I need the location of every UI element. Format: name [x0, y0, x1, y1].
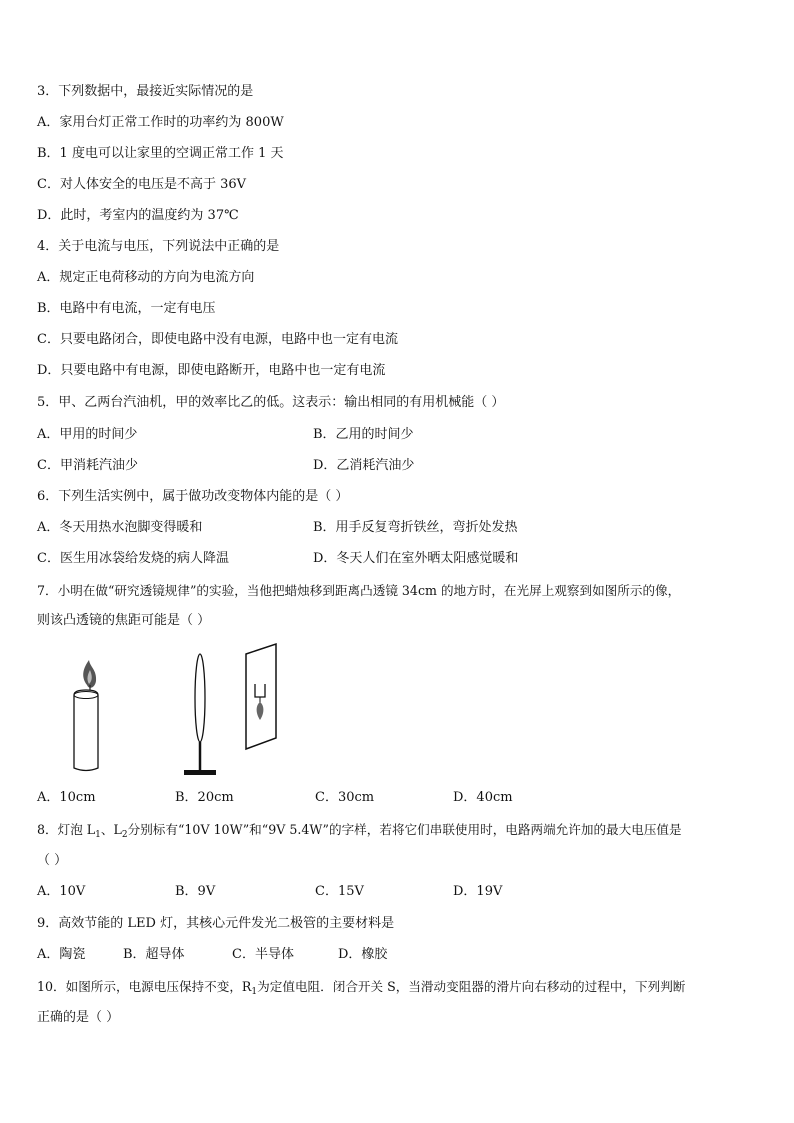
q6-option-a: A．冬天用热水泡脚变得暖和 — [37, 520, 203, 535]
q7-stem-line2: 则该凸透镜的焦距可能是（ ） — [37, 613, 211, 628]
q4-option-b: B．电路中有电流，一定有电压 — [37, 301, 216, 316]
q10-stem-post: 为定值电阻．闭合开关 S，当滑动变阻器的滑片向右移动的过程中，下列判断 — [257, 979, 686, 994]
q5-option-b: B．乙用的时间少 — [313, 427, 414, 442]
q8-option-d: D．19V — [453, 884, 503, 899]
candle-icon — [74, 660, 98, 771]
q8-sub-1: 1 — [95, 830, 101, 840]
q9-option-d: D．橡胶 — [338, 947, 388, 962]
q5-option-a: A．甲用的时间少 — [37, 427, 138, 442]
q8-option-a: A．10V — [37, 884, 86, 899]
q8-stem-line1 — [37, 821, 682, 839]
q5-option-c: C．甲消耗汽油少 — [37, 458, 138, 473]
q9-option-c: C．半导体 — [232, 947, 294, 962]
q7-figure — [60, 640, 300, 785]
light-screen-icon — [246, 644, 276, 749]
q10-stem-line2: 正确的是（ ） — [37, 1010, 120, 1025]
q7-option-a: A．10cm — [37, 790, 96, 805]
q9-option-b: B．超导体 — [123, 947, 185, 962]
convex-lens-icon — [184, 654, 216, 775]
q3-option-c: C．对人体安全的电压是不高于 36V — [37, 177, 247, 192]
q6-option-c: C．医生用冰袋给发烧的病人降温 — [37, 551, 229, 566]
q8-stem-post: 分别标有“10V 10W”和“9V 5.4W”的字样，若将它们串联使用时，电路两端允许加的最大电压值是 — [127, 822, 682, 837]
q8-option-b: B．9V — [175, 884, 216, 899]
q6-stem: 6．下列生活实例中，属于做功改变物体内能的是（ ） — [37, 489, 349, 504]
q5-option-d: D．乙消耗汽油少 — [313, 458, 415, 473]
q10-stem-line1 — [37, 978, 685, 996]
q10-stem-pre: 10．如图所示，电源电压保持不变，R — [37, 979, 252, 994]
q8-stem-mid: 、L — [100, 822, 122, 837]
q6-option-b: B．用手反复弯折铁丝，弯折处发热 — [313, 520, 518, 535]
q5-stem: 5．甲、乙两台汽油机，甲的效率比乙的低。这表示：输出相同的有用机械能（ ） — [37, 395, 505, 410]
q4-option-c: C．只要电路闭合，即使电路中没有电源，电路中也一定有电流 — [37, 332, 398, 347]
q7-option-d: D．40cm — [453, 790, 513, 805]
q3-option-a: A．家用台灯正常工作时的功率约为 800W — [37, 115, 284, 130]
q8-stem-line2: （ ） — [37, 853, 68, 868]
q3-stem: 3．下列数据中，最接近实际情况的是 — [37, 84, 254, 99]
q8-option-c: C．15V — [315, 884, 364, 899]
q9-option-a: A．陶瓷 — [37, 947, 86, 962]
q4-option-d: D．只要电路中有电源，即使电路断开，电路中也一定有电流 — [37, 363, 386, 378]
q8-stem-pre: 8．灯泡 L — [37, 822, 96, 837]
q9-stem: 9．高效节能的 LED 灯，其核心元件发光二极管的主要材料是 — [37, 916, 395, 931]
q4-option-a: A．规定正电荷移动的方向为电流方向 — [37, 270, 255, 285]
q4-stem: 4．关于电流与电压，下列说法中正确的是 — [37, 239, 280, 254]
q3-option-d: D．此时，考室内的温度约为 37℃ — [37, 208, 239, 223]
q6-option-d: D．冬天人们在室外晒太阳感觉暖和 — [313, 551, 519, 566]
q7-option-c: C．30cm — [315, 790, 375, 805]
q3-option-b: B．1 度电可以让家里的空调正常工作 1 天 — [37, 146, 284, 161]
q8-sub-2: 2 — [121, 830, 128, 840]
q7-option-b: B．20cm — [175, 790, 234, 805]
q7-stem-line1: 7．小明在做“研究透镜规律”的实验，当他把蜡烛移到距离凸透镜 34cm 的地方时，在光屏上观察到如图所示的像， — [37, 583, 681, 598]
q10-sub-1: 1 — [251, 987, 258, 997]
